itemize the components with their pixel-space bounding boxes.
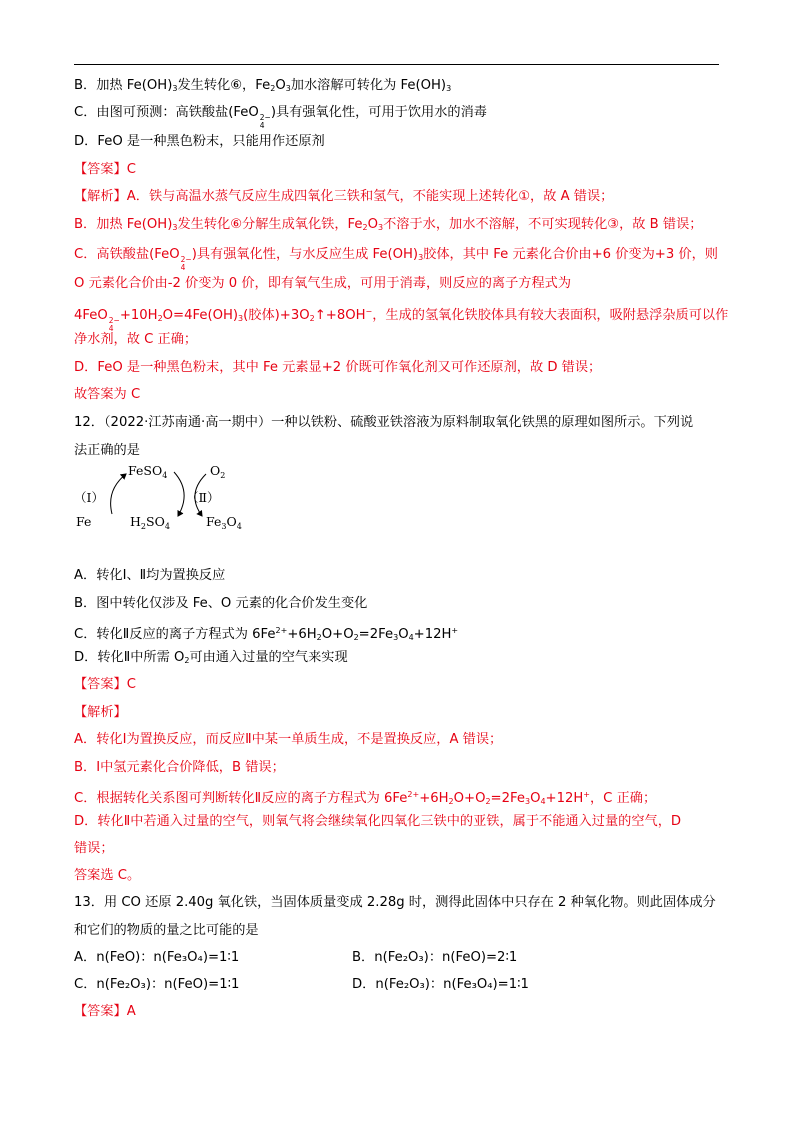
label-o2: $O_2$ xyxy=(210,463,226,480)
q13-answer: 【答案】A xyxy=(74,1004,136,1019)
q12-option-c: C．转化Ⅱ反应的离子方程式为 $6Fe^{2+}+6H_2O+O_2=2Fe_3O_4+12H^+$ xyxy=(74,626,459,642)
q12-analysis-b: B．Ⅰ中氢元素化合价降低，B 错误； xyxy=(74,760,285,775)
q11-analysis-a: 【解析】A．铁与高温水蒸气反应生成四氧化三铁和氢气，不能实现上述转化①，故 A 错误； xyxy=(74,189,614,204)
header-rule xyxy=(74,64,719,65)
label-fe: Fe xyxy=(76,514,92,529)
q11-option-c: C．由图可预测：高铁酸盐(FeO 2− 4 )具有强氧化性，可用于饮用水的消毒 xyxy=(74,105,487,130)
q11-analysis-c4: 净水剂，故 C 正确； xyxy=(74,332,198,347)
q12-conversion-diagram xyxy=(74,462,264,532)
q12-option-a: A．转化Ⅰ、Ⅱ均为置换反应 xyxy=(74,568,226,583)
arrow-2a xyxy=(174,472,184,516)
q11-option-b: B．加热 $Fe(OH)_3$发生转化⑥，$Fe_2O_3$加水溶解可转化为 $Fe(OH)_3$ xyxy=(74,78,452,93)
q13-options-row1 xyxy=(74,949,724,967)
arrow-1 xyxy=(111,474,126,514)
q12-analysis-d2: 错误； xyxy=(74,841,114,856)
q12-option-b: B．图中转化仅涉及 Fe、O 元素的化合价发生变化 xyxy=(74,596,368,611)
q12-conclusion: 答案选 C。 xyxy=(74,868,141,883)
q13-option-c: C．n(Fe₂O₃)：n(FeO)=1∶1 xyxy=(74,977,240,992)
q12-analysis-heading: 【解析】 xyxy=(74,705,127,720)
q11-option-d: D．FeO 是一种黑色粉末，只能用作还原剂 xyxy=(74,134,325,149)
q11-answer: 【答案】C xyxy=(74,162,136,177)
q12-analysis-c: C．根据转化关系图可判断转化Ⅱ反应的离子方程式为 $6Fe^{2+}+6H_2O+O_2=2Fe_3O_4+12H^+$，C 正确； xyxy=(74,790,657,806)
q11-analysis-b: B．加热 $Fe(OH)_3$发生转化⑥分解生成氧化铁，$Fe_2O_3$不溶于水，加水不溶解，不可实现转化③，故 B 错误； xyxy=(74,217,703,232)
label-fe3o4: $Fe_3O_4$ xyxy=(206,514,242,531)
q13-stem-line1: 13．用 CO 还原 2.40g 氧化铁，当固体质量变成 2.28g 时，测得此固体中只存在 2 种氧化物。则此固体成分 xyxy=(74,895,716,910)
q13-option-d: D．n(Fe₂O₃)：n(Fe₃O₄)=1∶1 xyxy=(352,977,529,992)
q11-analysis-c2: O 元素化合价由-2 价变为 0 价，即有氧气生成，可用于消毒，则反应的离子方程式为 xyxy=(74,276,572,291)
q11-analysis-c3: 4FeO 2− 4 $+10H_2O=4Fe(OH)_3$(胶体)$+3O_2↑+8OH^-$，生成的氢氧化铁胶体具有较大表面积，吸附悬浮杂质可以作 xyxy=(74,307,729,333)
q13-option-b: B．n(Fe₂O₃)：n(FeO)=2∶1 xyxy=(352,950,518,965)
q12-option-d: D．转化Ⅱ中所需 $O_2$可由通入过量的空气来实现 xyxy=(74,650,348,665)
q13-stem-line2: 和它们的物质的量之比可能的是 xyxy=(74,923,259,938)
q12-stem-line2: 法正确的是 xyxy=(74,443,140,458)
q11-analysis-c1: C．高铁酸盐(FeO 2− 4 )具有强氧化性，与水反应生成 $Fe(OH)_3$胶体，其中 Fe 元素化合价由+6 价变为+3 价，则 xyxy=(74,247,718,272)
q12-stem-line1: 12．（2022·江苏南通·高一期中）一种以铁粉、硫酸亚铁溶液为原料制取氧化铁黑的原理如图所示。下列说 xyxy=(74,415,694,430)
q12-answer: 【答案】C xyxy=(74,677,136,692)
label-feso4: FeSO$_4$ xyxy=(128,463,168,480)
q13-option-a: A．n(FeO)：n(Fe₃O₄)=1∶1 xyxy=(74,950,240,965)
q12-analysis-a: A．转化Ⅰ为置换反应，而反应Ⅱ中某一单质生成，不是置换反应，A 错误； xyxy=(74,732,503,747)
q11-analysis-d: D．FeO 是一种黑色粉末，其中 Fe 元素显+2 价既可作氧化剂又可作还原剂，故 D 错误； xyxy=(74,360,602,375)
label-roman-2: （Ⅱ） xyxy=(186,490,220,505)
label-h2so4: $H_2SO_4$ xyxy=(130,514,170,531)
q11-conclusion: 故答案为 C xyxy=(74,387,141,402)
q12-analysis-d1: D．转化Ⅱ中若通入过量的空气，则氧气将会继续氧化四氧化三铁中的亚铁，属于不能通入过量的空气，D xyxy=(74,814,682,829)
q13-options-row2 xyxy=(74,976,724,994)
label-roman-1: （Ⅰ） xyxy=(74,490,104,505)
